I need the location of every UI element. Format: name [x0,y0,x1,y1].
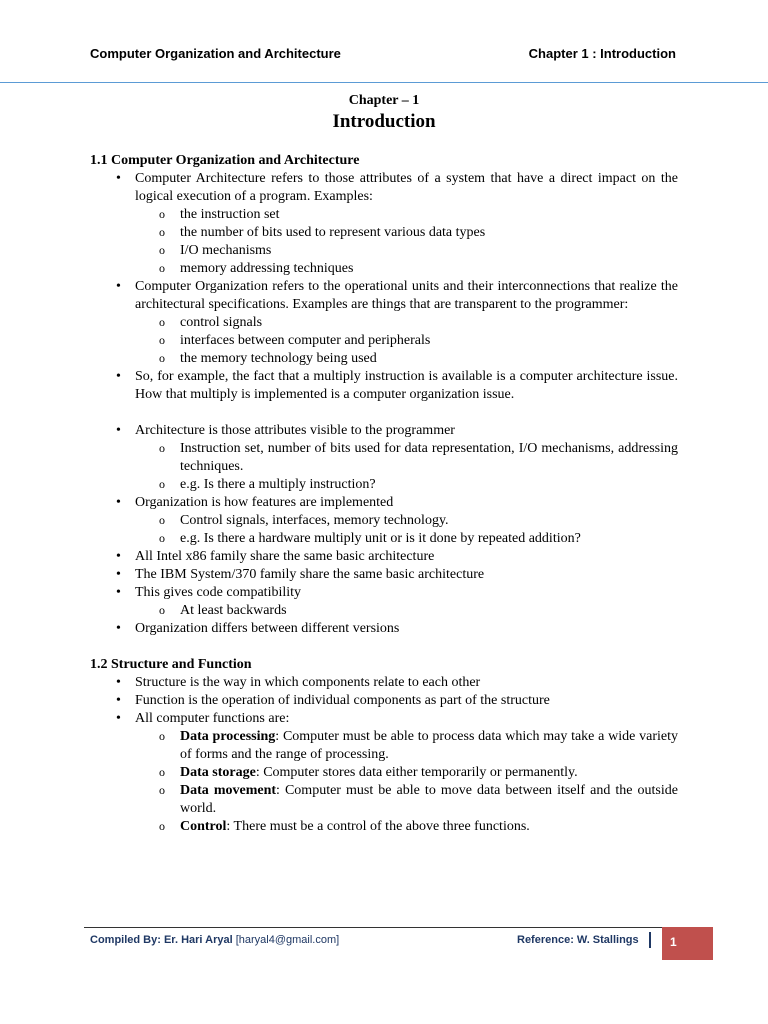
term-label: Data storage [180,765,256,780]
list-item: • Architecture is those attributes visible to the programmer o Instruction set, number of bits used for data representation, I/O mechanisms, addressing techniques. o e.g. Is there a multiply instruction? [90,422,678,494]
sub-list-item: o interfaces between computer and peripherals [135,332,678,350]
list-item: • So, for example, the fact that a multiply instruction is available is a computer architecture issue. How that multiply is implemented is a computer organization issue. [90,368,678,404]
header-right-chapter: Chapter 1 : Introduction [528,46,676,61]
term-label: Control [180,819,227,834]
sub-list [135,206,678,278]
list-item: • Structure is the way in which components relate to each other [90,674,678,692]
sub-list-item: o the instruction set [135,206,678,224]
page-title: Introduction [332,111,436,132]
bullet-list [90,422,678,638]
page-number-box [662,927,713,960]
sub-list-item: o Control: There must be a control of the above three functions. [135,818,678,836]
footer-divider [84,927,662,928]
sub-list [135,512,678,548]
list-item: • All computer functions are: o Data processing: Computer must be able to process data which may take a wide variety of forms and the range of processing. o Data storage: Computer stores data either temporarily or permanently. o Data movement: Computer must be able to move data between itself and the outside world. o Control: There must be a control of the above three functions. [90,710,678,836]
sub-list-item: o Data processing: Computer must be able to process data which may take a wide variety of forms and the range of processing. [135,728,678,764]
sub-list [135,314,678,368]
document-body [90,152,678,836]
sub-list-item: o At least backwards [135,602,678,620]
sub-list-item: o Instruction set, number of bits used for data representation, I/O mechanisms, addressing techniques. [135,440,678,476]
sub-list-item: o e.g. Is there a hardware multiply unit or is it done by repeated addition? [135,530,678,548]
list-item: • Organization differs between different versions [90,620,678,638]
list-item: • This gives code compatibility o At least backwards [90,584,678,620]
list-item: • Organization is how features are implemented o Control signals, interfaces, memory technology. o e.g. Is there a hardware multiply unit or is it done by repeated addition? [90,494,678,548]
header-left-title: Computer Organization and Architecture [90,46,341,61]
sub-list-item: o the memory technology being used [135,350,678,368]
sub-list-item: o e.g. Is there a multiply instruction? [135,476,678,494]
section-heading: 1.1 Computer Organization and Architecture [90,153,360,168]
sub-list-item: o Control signals, interfaces, memory technology. [135,512,678,530]
bullet-list [90,170,678,404]
sub-list [135,728,678,836]
footer-compiled-by: Compiled By: Er. Hari Aryal [90,934,236,946]
sub-list-item: o I/O mechanisms [135,242,678,260]
term-label: Data processing [180,729,276,744]
page-number: 1 [670,935,677,949]
footer-credit [90,934,339,946]
list-item: • All Intel x86 family share the same basic architecture [90,548,678,566]
sub-list-item: o Data movement: Computer must be able to move data between itself and the outside world. [135,782,678,818]
chapter-label: Chapter – 1 [348,93,420,108]
section-heading: 1.2 Structure and Function [90,657,252,672]
list-item: • Computer Architecture refers to those attributes of a system that have a direct impact on the logical execution of a program. Examples: o the instruction set o the number of bits used to represent various data types o I/O mechanisms o memory addressing techniques [90,170,678,278]
list-item: • The IBM System/370 family share the same basic architecture [90,566,678,584]
sub-list-item: o Data storage: Computer stores data either temporarily or permanently. [135,764,678,782]
footer-email: [haryal4@gmail.com] [235,934,340,946]
sub-list-item: o the number of bits used to represent various data types [135,224,678,242]
list-item: • Computer Organization refers to the operational units and their interconnections that realize the architectural specifications. Examples are things that are transparent to the programmer: o control signals o interfaces between computer and peripherals o the memory technology being used [90,278,678,368]
sub-list-item: o memory addressing techniques [135,260,678,278]
sub-list-item: o control signals [135,314,678,332]
sub-list [135,440,678,494]
header-divider [0,82,768,83]
footer-separator [649,932,651,948]
sub-list [135,602,678,620]
footer-reference: Reference: W. Stallings [517,934,639,946]
bullet-list [90,674,678,836]
term-label: Data movement [180,783,277,798]
list-item: • Function is the operation of individual components as part of the structure [90,692,678,710]
page-header [90,46,676,61]
